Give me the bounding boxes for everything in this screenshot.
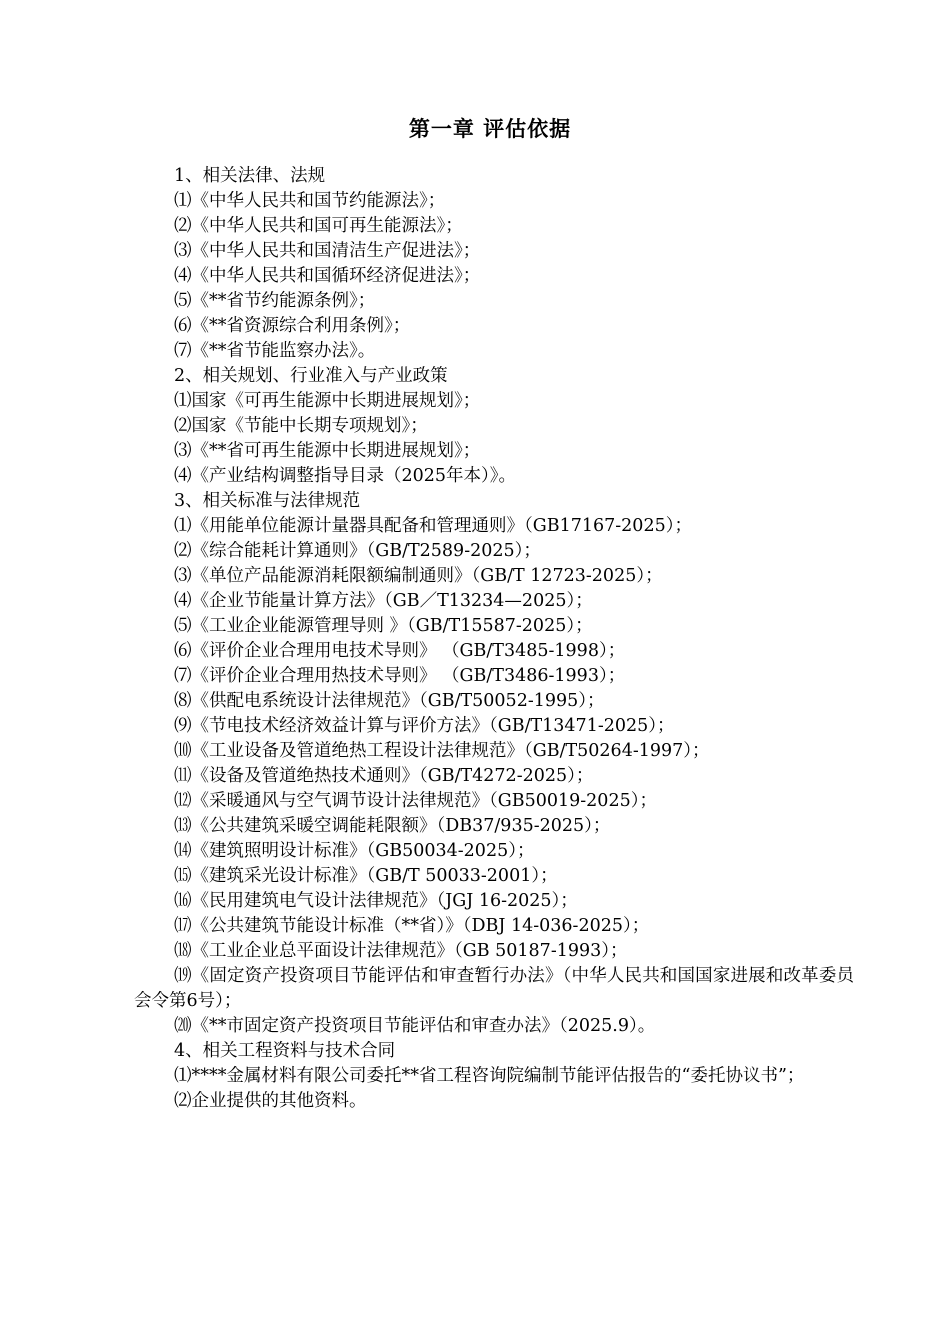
section-heading-2: 2、相关规划、行业准入与产业政策: [174, 366, 448, 386]
list-item: ⒇《**市固定资产投资项目节能评估和审查办法》（2025.9）。: [174, 1016, 656, 1036]
list-item: ⒁《建筑照明设计标准》（GB50034-2025）；: [174, 841, 535, 861]
list-item: ⑺《**省节能监察办法》。: [174, 341, 376, 361]
list-item: ⑶《**省可再生能源中长期进展规划》；: [174, 441, 481, 461]
list-item: ⑵企业提供的其他资料。: [174, 1091, 367, 1111]
list-item: ⑹《**省资源综合利用条例》；: [174, 316, 411, 336]
list-item: ⑵《综合能耗计算通则》（GB/T2589-2025）；: [174, 541, 541, 561]
list-item: ⑺《评价企业合理用热技术导则》 （GB/T3486-1993）；: [174, 666, 626, 686]
section-heading-1: 1、相关法律、法规: [174, 166, 326, 186]
list-item: ⑶《单位产品能源消耗限额编制通则》（GB/T 12723-2025）；: [174, 566, 663, 586]
list-item: ⑴《用能单位能源计量器具配备和管理通则》（GB17167-2025）；: [174, 516, 692, 536]
list-item: ⒀《公共建筑采暖空调能耗限额》（DB37/935-2025）；: [174, 816, 611, 836]
list-item: ⑶《中华人民共和国清洁生产促进法》；: [174, 241, 481, 261]
list-item: ⑷《企业节能量计算方法》（GB／T13234—2025）；: [174, 591, 593, 611]
list-item: ⑴****金属材料有限公司委托**省工程咨询院编制节能评估报告的“委托协议书”；: [174, 1066, 805, 1086]
list-item: ⑻《供配电系统设计法律规范》（GB/T50052-1995）；: [174, 691, 605, 711]
list-item: ⑴国家《可再生能源中长期进展规划》；: [174, 391, 481, 411]
section-heading-4: 4、相关工程资料与技术合同: [174, 1041, 396, 1061]
list-item: ⑿《采暖通风与空气调节设计法律规范》（GB50019-2025）；: [174, 791, 657, 811]
list-item: ⑷《产业结构调整指导目录（2025年本）》。: [174, 466, 517, 486]
list-item: ⑽《工业设备及管道绝热工程设计法律规范》（GB/T50264-1997）；: [174, 741, 710, 761]
list-item: ⒂《建筑采光设计标准》（GB/T 50033-2001）；: [174, 866, 558, 886]
list-item: ⑸《工业企业能源管理导则 》（GB/T15587-2025）；: [174, 616, 593, 636]
list-item: ⑼《节电技术经济效益计算与评价方法》（GB/T13471-2025）；: [174, 716, 675, 736]
list-item: ⒆《固定资产投资项目节能评估和审查暂行办法》（中华人民共和国国家进展和改革委员会令第6号）；: [134, 966, 854, 1011]
list-item: ⑵《中华人民共和国可再生能源法》；: [174, 216, 463, 236]
chapter-title: 第一章 评估依据: [408, 117, 572, 141]
list-item: ⑾《设备及管道绝热技术通则》（GB/T4272-2025）；: [174, 766, 594, 786]
list-item: ⑴《中华人民共和国节约能源法》；: [174, 191, 446, 211]
section-heading-3: 3、相关标准与法律规范: [174, 491, 361, 511]
list-item: ⑸《**省节约能源条例》；: [174, 291, 376, 311]
list-item: ⑵国家《节能中长期专项规划》；: [174, 416, 428, 436]
list-item: ⑹《评价企业合理用电技术导则》 （GB/T3485-1998）；: [174, 641, 626, 661]
document-body: [134, 164, 854, 1114]
list-item: ⑷《中华人民共和国循环经济促进法》；: [174, 266, 481, 286]
list-item: ⒃《民用建筑电气设计法律规范》（JGJ 16-2025）；: [174, 891, 578, 911]
list-item: ⒄《公共建筑节能设计标准（**省）》（DBJ 14-036-2025）；: [174, 916, 650, 936]
list-item: ⒅《工业企业总平面设计法律规范》（GB 50187-1993）；: [174, 941, 628, 961]
